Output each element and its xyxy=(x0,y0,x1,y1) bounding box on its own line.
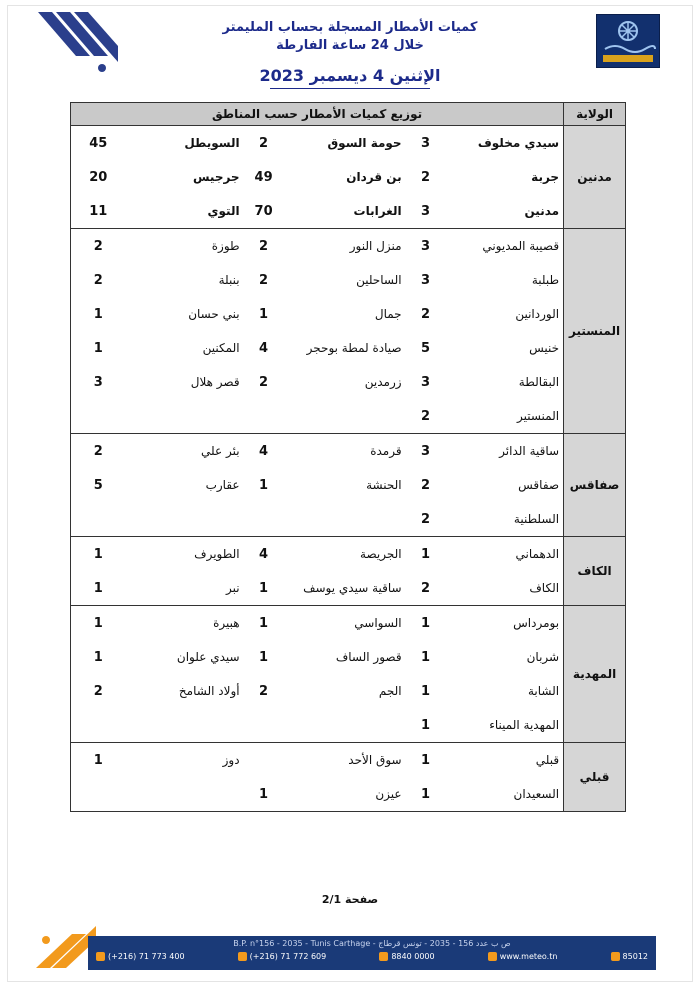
rain-value-3: 3 xyxy=(71,365,126,399)
footer-phone3: 8840 0000 xyxy=(379,952,434,961)
station-name-1: خنيس xyxy=(529,341,560,355)
station-name-1: المنستير xyxy=(446,399,564,434)
rain-value-1: 1 xyxy=(421,752,431,768)
station-name-2: الساحلين xyxy=(356,273,402,287)
station-name-3: قصر هلال xyxy=(190,375,240,389)
table-row xyxy=(71,297,626,331)
meteo-logo xyxy=(596,14,660,68)
rain-value-3: 2 xyxy=(71,263,126,297)
table-row xyxy=(71,502,626,537)
station-name-1: الدهماني xyxy=(515,547,560,561)
rain-value-3: 45 xyxy=(71,126,126,161)
station-name-3: الطويرف xyxy=(194,547,240,561)
table-row xyxy=(71,777,626,812)
station-name-2: الجريصة xyxy=(360,547,402,561)
rain-value-2: 2 xyxy=(259,135,269,151)
station-name-1: صفاقس xyxy=(518,478,560,492)
station-name-1: الشابة xyxy=(527,684,560,698)
rain-value-1: 1 xyxy=(406,708,446,743)
rain-value-1: 2 xyxy=(421,306,431,322)
table-row xyxy=(71,194,626,229)
footer-bar xyxy=(88,936,656,970)
rain-value-3: 1 xyxy=(71,571,126,606)
station-name-1: سيدي مخلوف xyxy=(477,136,560,150)
station-name-2: ساقية سيدي يوسف xyxy=(284,571,406,606)
rain-value-1: 2 xyxy=(406,571,446,606)
rain-value-2: 1 xyxy=(244,777,284,812)
station-name-2: صيادة لمطة بوحجر xyxy=(306,341,402,355)
fax-icon xyxy=(238,952,247,961)
brand-stripes-graphic xyxy=(38,12,118,72)
table-row xyxy=(71,331,626,365)
station-name-3: السويطل xyxy=(184,136,240,150)
station-name-3: نبر xyxy=(126,571,244,606)
page-number: صفحة 2/1 xyxy=(321,893,379,906)
station-name-3 xyxy=(126,708,244,743)
rain-value-2: 1 xyxy=(259,615,269,631)
table-row xyxy=(71,229,626,264)
rain-value-2: 1 xyxy=(259,477,269,493)
station-name-1: جربة xyxy=(531,170,560,184)
governorate-cell: المنستير xyxy=(564,229,626,434)
footer-phone1: (+216) 71 773 400 xyxy=(96,952,185,961)
table-row xyxy=(71,365,626,399)
rain-value-1: 5 xyxy=(421,340,431,356)
station-name-2: قصور الساف xyxy=(335,650,402,664)
station-name-3: المكنين xyxy=(202,341,240,355)
rain-value-3: 2 xyxy=(71,674,126,708)
rain-value-2: 2 xyxy=(259,683,269,699)
station-name-1: البقالطة xyxy=(518,375,560,389)
station-name-2: جمال xyxy=(374,307,402,321)
station-name-1: قصيبة المديوني xyxy=(482,239,560,253)
rain-value-3 xyxy=(71,777,126,812)
station-name-2: زرمدين xyxy=(364,375,402,389)
station-name-2: الحنشة xyxy=(366,478,402,492)
report-title: كميات الأمطار المسجلة بحساب المليمتر xyxy=(222,20,478,35)
rain-value-2: 2 xyxy=(259,272,269,288)
rain-value-2: 70 xyxy=(244,194,284,229)
table-row xyxy=(71,606,626,641)
rain-value-3: 1 xyxy=(71,537,126,572)
rain-value-1: 1 xyxy=(421,683,431,699)
rain-value-1: 3 xyxy=(421,135,431,151)
table-row xyxy=(71,571,626,606)
footer-website[interactable]: www.meteo.tn xyxy=(488,952,558,961)
rain-value-3: 1 xyxy=(71,743,126,778)
footer-stripes-graphic xyxy=(36,920,96,968)
governorate-cell: الكاف xyxy=(564,537,626,606)
governorate-cell: صفاقس xyxy=(564,434,626,537)
footer-phone2: (+216) 71 772 609 xyxy=(238,952,327,961)
rain-value-2: 4 xyxy=(259,340,269,356)
footer-code: 85012 xyxy=(611,952,648,961)
station-name-2: الغرابات xyxy=(284,194,406,229)
station-name-2: عيزن xyxy=(284,777,406,812)
distribution-header: توزيع كميات الأمطار حسب المناطق xyxy=(71,103,564,126)
station-name-2: السواسي xyxy=(354,616,402,630)
rain-value-1: 1 xyxy=(421,546,431,562)
station-name-2: حومة السوق xyxy=(327,136,402,150)
table-row xyxy=(71,468,626,502)
station-name-3: بنبلة xyxy=(218,273,240,287)
rain-value-1: 1 xyxy=(421,649,431,665)
sms-icon xyxy=(611,952,620,961)
governorate-header: الولاية xyxy=(564,103,626,126)
rain-value-3: 1 xyxy=(71,331,126,365)
rain-value-2: 49 xyxy=(254,169,273,185)
footer-address: B.P. n°156 - 2035 - Tunis Carthage - ص ب عدد 156 - 2035 - تونس قرطاج xyxy=(233,939,511,948)
rain-value-3: 2 xyxy=(71,434,126,469)
station-name-1: ساقية الدائر xyxy=(499,444,560,458)
rain-value-1: 1 xyxy=(406,777,446,812)
globe-icon xyxy=(488,952,497,961)
call-center-icon xyxy=(379,952,388,961)
rain-value-3 xyxy=(71,708,126,743)
rain-value-2 xyxy=(244,502,284,537)
rain-value-2: 2 xyxy=(259,238,269,254)
rainfall-table xyxy=(70,102,626,812)
station-name-2 xyxy=(284,502,406,537)
station-name-3: طوزة xyxy=(211,239,240,253)
rain-value-2 xyxy=(244,743,284,778)
rain-value-3: 1 xyxy=(71,640,126,674)
rain-value-3: 1 xyxy=(71,606,126,641)
rain-value-3 xyxy=(71,399,126,434)
station-name-2: بن قردان xyxy=(346,170,402,184)
station-name-3: عقارب xyxy=(205,478,240,492)
table-row xyxy=(71,160,626,194)
rainfall-table-body xyxy=(71,126,626,812)
station-name-2: سوق الأحد xyxy=(348,753,402,767)
rain-value-1: 2 xyxy=(406,399,446,434)
rain-value-2: 4 xyxy=(259,546,269,562)
rain-value-2: 2 xyxy=(259,374,269,390)
rain-value-1: 3 xyxy=(421,374,431,390)
rain-value-2: 1 xyxy=(259,649,269,665)
table-row xyxy=(71,708,626,743)
rain-value-3: 5 xyxy=(71,468,126,502)
station-name-1: طبلبة xyxy=(531,273,560,287)
table-header-row xyxy=(71,103,626,126)
station-name-2: قرمدة xyxy=(370,444,402,458)
station-name-3: جرجيس xyxy=(192,170,240,184)
station-name-2: الجم xyxy=(378,684,402,698)
station-name-3: سيدي علوان xyxy=(176,650,240,664)
governorate-cell: المهدية xyxy=(564,606,626,743)
rain-value-3: 11 xyxy=(71,194,126,229)
rain-value-1: 3 xyxy=(421,443,431,459)
rain-value-1: 2 xyxy=(421,477,431,493)
rain-value-3: 2 xyxy=(71,229,126,264)
table-row xyxy=(71,434,626,469)
rain-value-1: 3 xyxy=(406,194,446,229)
rain-value-1: 1 xyxy=(421,615,431,631)
governorate-cell: قبلي xyxy=(564,743,626,812)
rain-value-2: 1 xyxy=(244,571,284,606)
governorate-cell: مدنين xyxy=(564,126,626,229)
report-date: الإثنين 4 ديسمبر 2023 xyxy=(259,66,441,85)
station-name-3: بئر علي xyxy=(201,444,240,458)
station-name-1: المهدية الميناء xyxy=(446,708,564,743)
rain-value-2: 4 xyxy=(259,443,269,459)
table-row xyxy=(71,126,626,161)
station-name-3: التوي xyxy=(126,194,244,229)
rain-value-3 xyxy=(71,502,126,537)
station-name-1: السلطنية xyxy=(446,502,564,537)
table-row xyxy=(71,743,626,778)
station-name-3: أولاد الشامخ xyxy=(178,684,240,698)
rain-value-1: 3 xyxy=(421,238,431,254)
meteo-logo-icon xyxy=(597,15,659,67)
station-name-3 xyxy=(126,399,244,434)
rain-value-1: 2 xyxy=(421,169,431,185)
station-name-1: بومرداس xyxy=(513,616,560,630)
station-name-3: دوز xyxy=(222,753,240,767)
rain-value-2: 1 xyxy=(259,306,269,322)
footer-contacts xyxy=(96,952,648,961)
station-name-1: قبلي xyxy=(535,753,560,767)
table-row xyxy=(71,263,626,297)
table-row xyxy=(71,640,626,674)
table-row xyxy=(71,537,626,572)
station-name-1: مدنين xyxy=(446,194,564,229)
table-row xyxy=(71,399,626,434)
station-name-1: السعيدان xyxy=(446,777,564,812)
station-name-2: منزل النور xyxy=(349,239,402,253)
station-name-1: الوردانين xyxy=(515,307,560,321)
station-name-3: هبيرة xyxy=(213,616,240,630)
station-name-2 xyxy=(284,399,406,434)
station-name-1: الكاف xyxy=(446,571,564,606)
station-name-3 xyxy=(126,777,244,812)
rain-value-2 xyxy=(244,708,284,743)
rain-value-1: 2 xyxy=(406,502,446,537)
date-underline xyxy=(270,88,430,89)
station-name-1: شربان xyxy=(526,650,560,664)
station-name-3 xyxy=(126,502,244,537)
station-name-2 xyxy=(284,708,406,743)
phone-icon xyxy=(96,952,105,961)
rain-value-1: 3 xyxy=(421,272,431,288)
station-name-3: بني حسان xyxy=(188,307,240,321)
rain-value-2 xyxy=(244,399,284,434)
rain-value-3: 20 xyxy=(71,160,126,194)
report-subtitle: خلال 24 ساعة الفارطة xyxy=(276,38,424,53)
table-row xyxy=(71,674,626,708)
rain-value-3: 1 xyxy=(71,297,126,331)
